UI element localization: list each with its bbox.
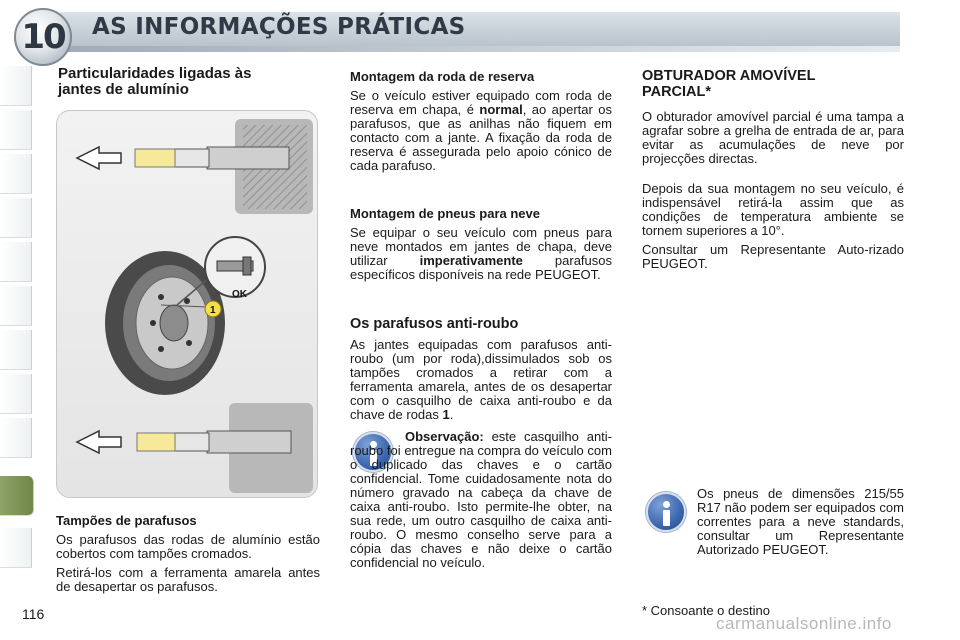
chapter-tab[interactable] — [0, 198, 32, 238]
info-icon — [646, 492, 686, 532]
left-heading-line1: Particularidades ligadas às — [58, 65, 252, 82]
bottom-hub-section — [77, 403, 313, 493]
chapter-tab[interactable] — [0, 528, 32, 568]
tip-paragraph: Os pneus de dimensões 215/55 R17 não podem ser equipados com correntes para a neve standards, consultar um Representante Autorizado PEUGEOT. — [697, 486, 904, 557]
arrow-left-icon — [77, 147, 121, 169]
observation-note — [350, 430, 612, 575]
chapter-tab[interactable] — [0, 374, 32, 414]
caps-title: Tampões de parafusos — [56, 513, 197, 528]
chapter-tab[interactable] — [0, 286, 32, 326]
callout-number: 1 — [210, 305, 216, 316]
left-heading-line2: jantes de alumínio — [58, 81, 189, 98]
grille-paragraph-2: Depois da sua montagem no seu veículo, é indispensável retirá-la assim que as condições de temperatura ambiente se tornem superiores a 10°. — [642, 181, 904, 238]
header-strip — [60, 46, 900, 52]
grille-heading-line1: OBTURADOR AMOVÍVEL — [642, 68, 816, 84]
grille-paragraph-3: Consultar um Representante Auto-rizado PEUGEOT. — [642, 242, 904, 271]
top-hub-section — [77, 119, 313, 214]
chapter-tab[interactable] — [0, 418, 32, 458]
footnote: * Consoante o destino — [642, 603, 770, 618]
chapter-tab[interactable] — [0, 154, 32, 194]
observation-paragraph: Observação: este casquilho anti-roubo foi entregue na compra do veículo com o duplicado das chaves e o cartão confidencial. Tome cuidadosamente nota do número gravado na cabeça da chave de caixa anti-roubo. Isto permite-lhe obter, na sua rede, um outro casquilho de caixa anti-roubo. O mesmo conselho serve para a cópia das chaves e não deixe o cartão confidencial no veículo. — [350, 429, 612, 570]
snow-paragraph: Se equipar o seu veículo com pneus para neve montados em jantes de chapa, deve utilizar imperativamente parafusos específicos disponíveis na rede PEUGEOT. — [350, 225, 612, 282]
chapter-number-badge: 10 — [14, 8, 72, 66]
ok-label: OK — [232, 289, 247, 300]
snow-tires-section — [350, 207, 612, 287]
grille-paragraph-1: O obturador amovível parcial é uma tampa a agrafar sobre a grelha de entrada de ar, para evitar as acumulações de neve por projecções directas. — [642, 109, 904, 166]
watermark: carmanualsonline.info — [716, 614, 892, 633]
spare-wheel-section — [350, 70, 612, 178]
arrow-left-icon — [77, 431, 121, 453]
chapter-tabs — [0, 62, 36, 582]
chapter-title: AS INFORMAÇÕES PRÁTICAS — [92, 14, 466, 40]
illustration-svg — [57, 111, 318, 498]
grille-heading-line2: PARCIAL* — [642, 84, 712, 100]
caps-paragraph-1: Os parafusos das rodas de alumínio estão cobertos com tampões cromados. — [56, 532, 320, 561]
spare-paragraph: Se o veículo estiver equipado com roda de reserva em chapa, é normal, ao apertar os parafusos, que as anilhas não fiquem em contacto com a jante. A fixação da roda de reserva é assegurada pelo apoio cónico de cada parafuso. — [350, 88, 613, 173]
grille-cover-section — [642, 68, 904, 276]
antitheft-section — [350, 316, 612, 427]
antitheft-title: Os parafusos anti-roubo — [350, 316, 519, 332]
wheel-bolts-illustration — [56, 110, 318, 498]
snow-title: Montagem de pneus para neve — [350, 206, 540, 221]
page-header — [0, 0, 960, 62]
chapter-tab[interactable] — [0, 330, 32, 370]
chapter-tab[interactable] — [0, 110, 32, 150]
chapter-tab[interactable] — [0, 66, 32, 106]
left-heading — [58, 66, 308, 98]
caps-paragraph-2: Retirá-los com a ferramenta amarela antes de desapertar os parafusos. — [56, 565, 320, 594]
caps-section — [56, 514, 320, 599]
spare-title: Montagem da roda de reserva — [350, 69, 535, 84]
chapter-tab[interactable] — [0, 242, 32, 282]
page-number: 116 — [22, 606, 45, 622]
antitheft-paragraph: As jantes equipadas com parafusos anti-roubo (um por roda),dissimulados sob os tampões cromados a retirar com a ferramenta amarela, antes de os desapertar com o casquilho de caixa anti-roubo e da chave de rodas 1. — [350, 337, 612, 422]
chapter-tab-active[interactable] — [0, 476, 34, 516]
tires-chains-tip — [697, 487, 904, 562]
